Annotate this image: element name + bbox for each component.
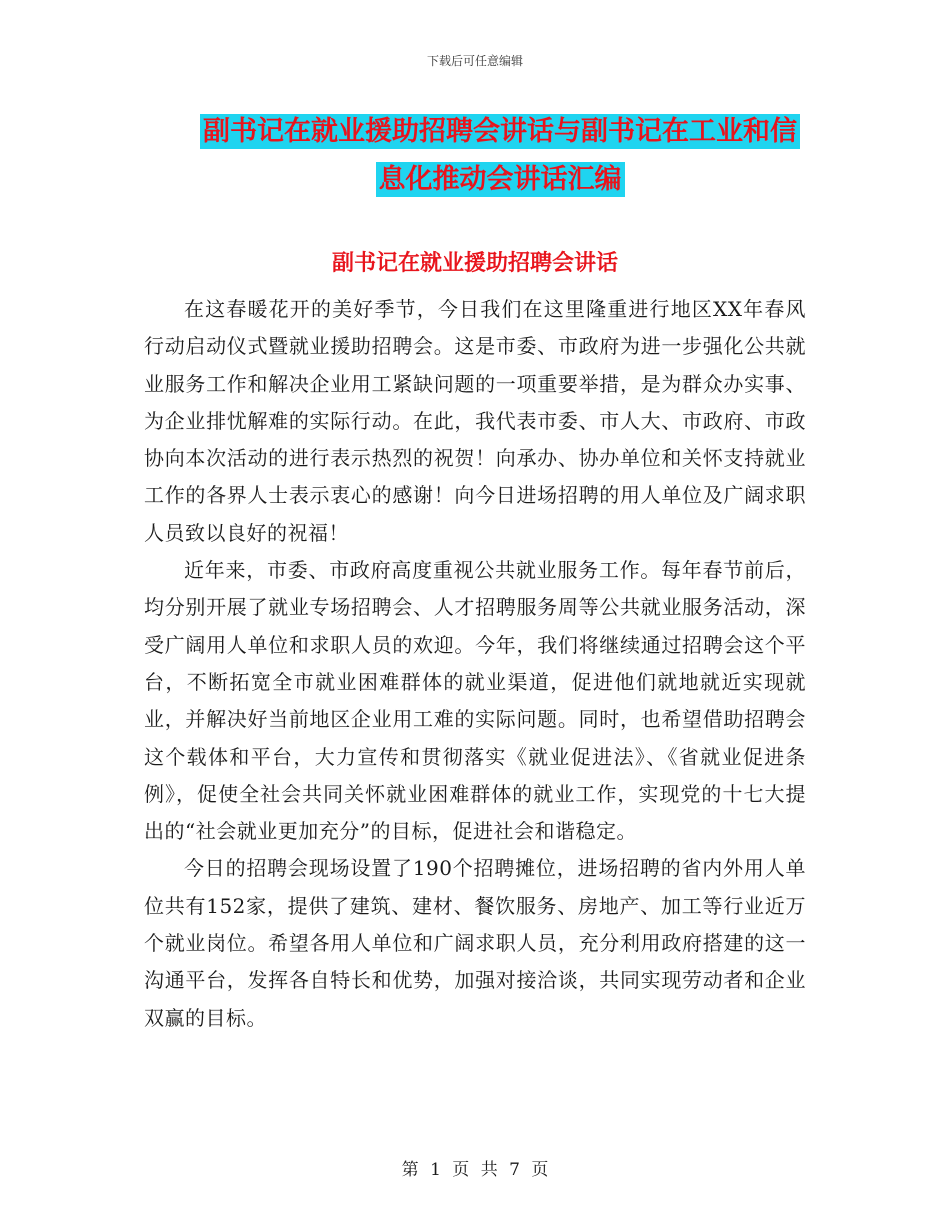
body-paragraph: 在这春暖花开的美好季节，今日我们在这里隆重进行地区XX年春风行动启动仪式暨就业援助招聘会。这是市委、市政府为进一步强化公共就业服务工作和解决企业用工紧缺问题的一项重要举措，是为群众办实事、为企业排忧解难的实际行动。在此，我代表市委、市人大、市政府、市政协向本次活动的进行表示热烈的祝贺！向承办、协办单位和关怀支持就业工作的各界人士表示衷心的感谢！向今日进场招聘的用人单位及广阔求职人员致以良好的祝福！ — [144, 297, 806, 545]
body-paragraph: 今日的招聘会现场设置了190个招聘摊位，进场招聘的省内外用人单位共有152家，提供了建筑、建材、餐饮服务、房地产、加工等行业近万个就业岗位。希望各用人单位和广阔求职人员，充分利用政府搭建的这一沟通平台，发挥各自特长和优势，加强对接洽谈，共同实现劳动者和企业双赢的目标。 — [144, 856, 806, 1030]
section-title: 副书记在就业援助招聘会讲话 — [331, 250, 618, 276]
document-title-text: 副书记在就业援助招聘会讲话与副书记在工业和信息化推动会讲话汇编 — [200, 114, 800, 197]
document-title — [190, 108, 810, 204]
body-paragraph: 近年来，市委、市政府高度重视公共就业服务工作。每年春节前后，均分别开展了就业专场招聘会、人才招聘服务周等公共就业服务活动，深受广阔用人单位和求职人员的欢迎。今年，我们将继续通过招聘会这个平台，不断拓宽全市就业困难群体的就业渠道，促进他们就地就近实现就业，并解决好当前地区企业用工难的实际问题。同时，也希望借助招聘会这个载体和平台，大力宣传和贯彻落实《就业促进法》、《省就业促进条例》，促使全社会共同关怀就业困难群体的就业工作，实现党的十七大提出的“社会就业更加充分”的目标，促进社会和谐稳定。 — [144, 558, 806, 844]
page-number-footer: 第 1 页 共 7 页 — [401, 1160, 549, 1180]
page-header-note: 下载后可任意编辑 — [426, 54, 523, 68]
document-body — [144, 291, 806, 1037]
